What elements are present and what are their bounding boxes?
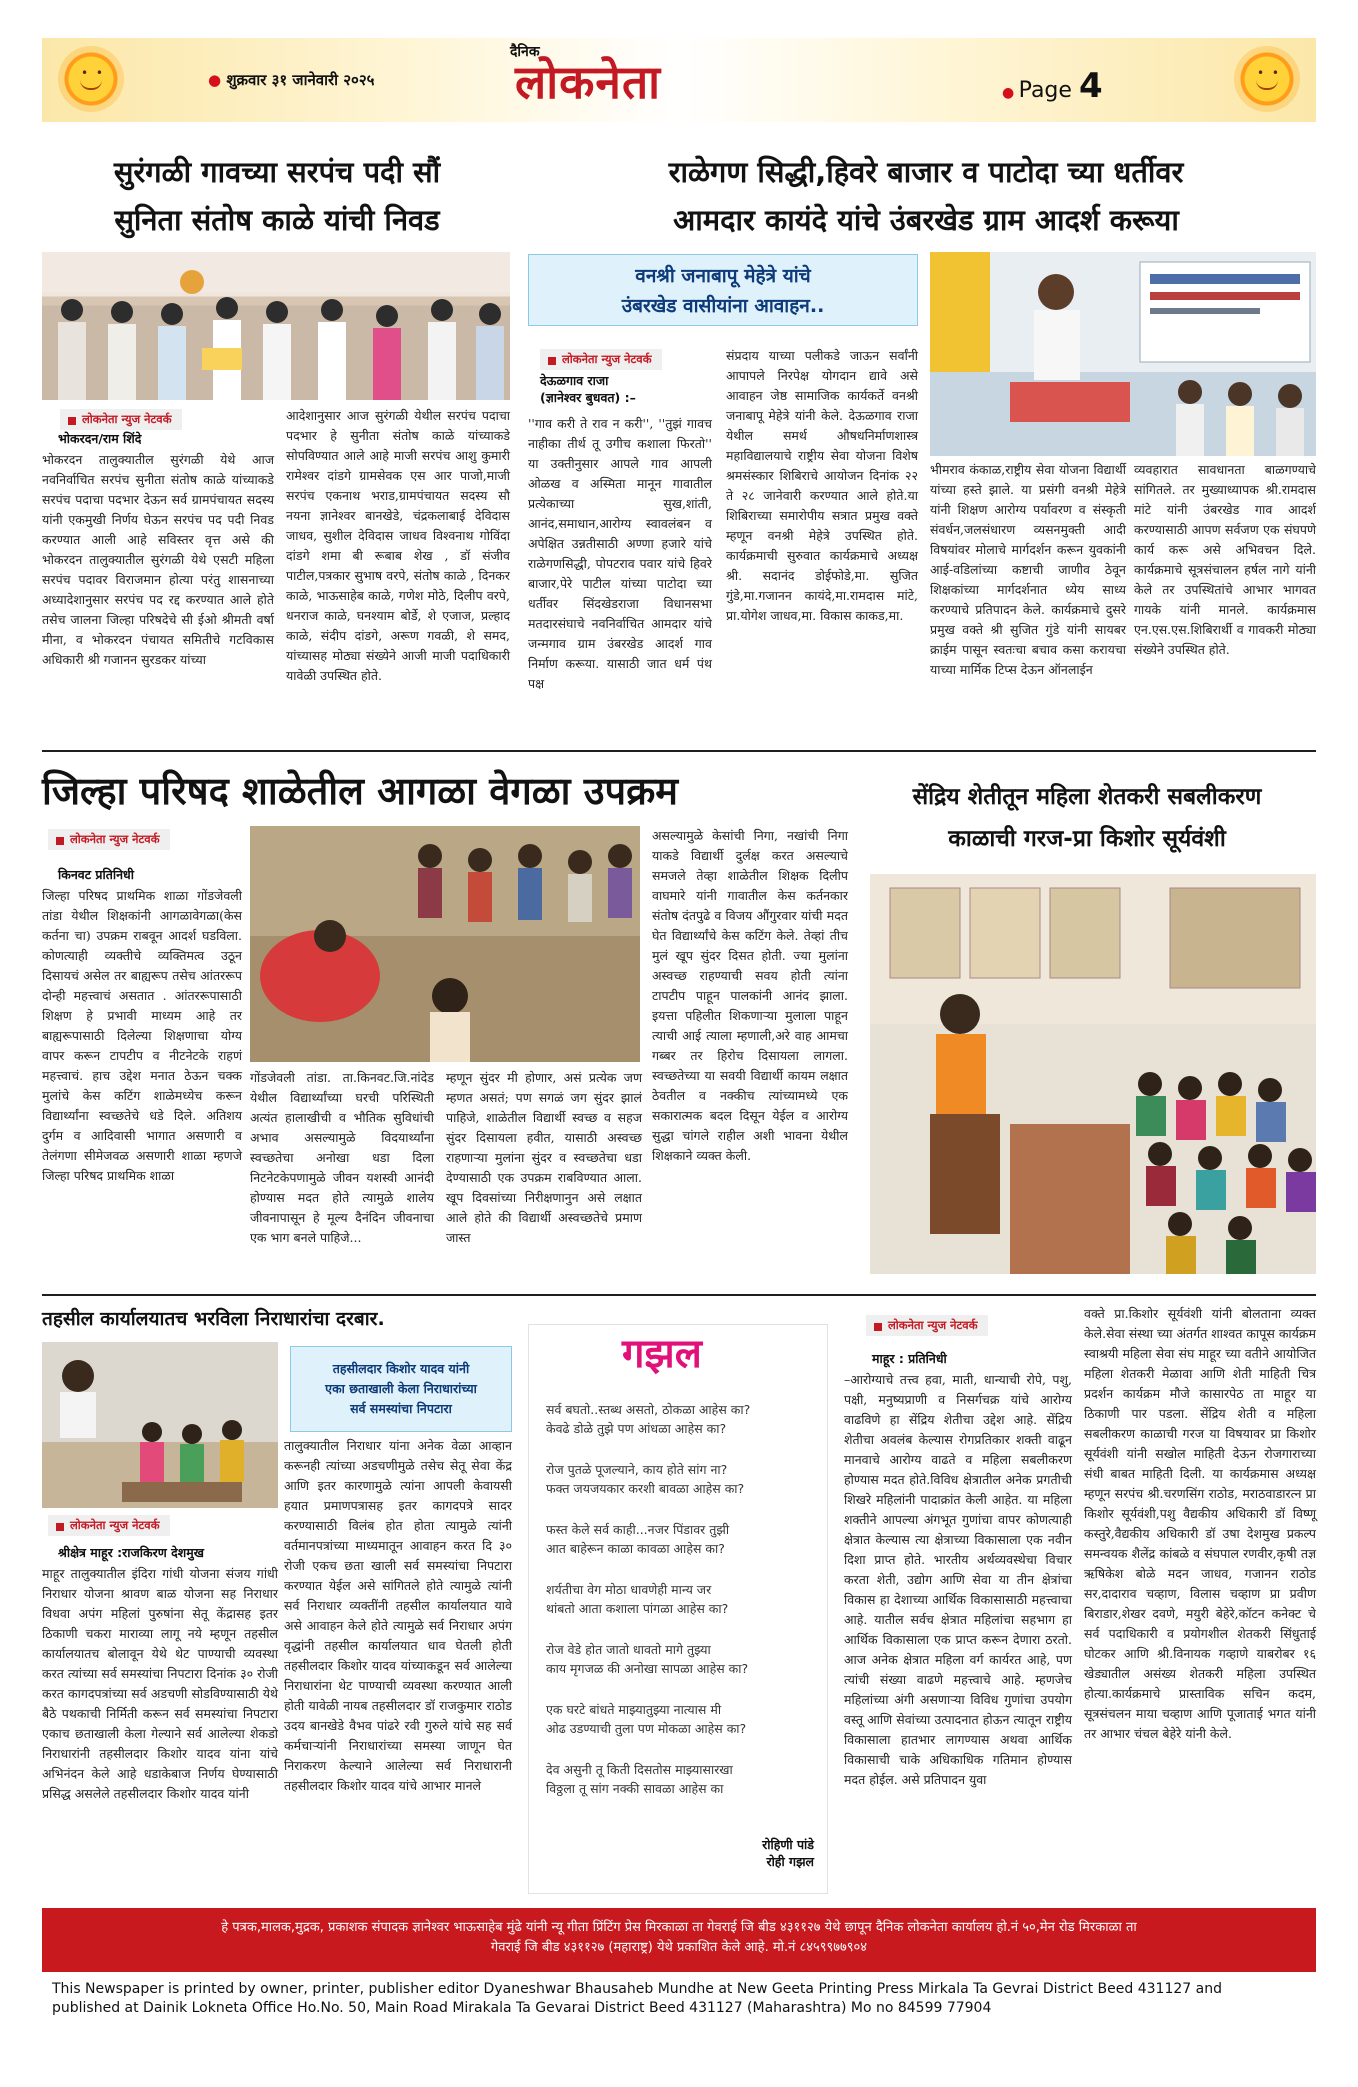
ghazal-author: रोहिणी पांडे रोही गझल — [762, 1837, 814, 1869]
story2-callout: वनश्री जनाबापू मेहेत्रे यांचे उंबरखेड वासीयांना आवाहन.. — [528, 254, 918, 326]
story3-tag: लोकनेता न्युज नेटवर्क — [48, 828, 170, 850]
sun-icon — [58, 46, 124, 112]
story4-column-2: वक्ते प्रा.किशोर सूर्यवंशी यांनी बोलताना व्यक्त केले.सेवा संस्था च्या अंतर्गत शाश्वत कापूस कार्यक्रम स्वाश्रयी महिला सेवा संघ माहूर च्या वतीने आयोजित महिला शेतकरी मेळावा आणि शेती माहिती चित्र प्रदर्शन कार्यक्रम मौजे कासारपेठ ता माहूर या ठिकाणी पार पडला. सेंद्रिय शेती व महिला सबलीकरण काळाची गरज या विषयावर प्रा किशोर सूर्यवंशी यांनी सखोल माहिती देऊन रोजगाराच्या संधी बाबत माहिती दिली. या कार्यक्रमास अध्यक्ष म्हणून सरपंच श्री.चरणसिंग राठोड, मराठवाडारत्न प्रा किशोर सूर्यवंशी,पशु वैद्यकीय अधिकारी डॉ विष्णू कस्तुरे,वैद्यकीय अधिकारी डॉ उषा देशमुख प्रकल्प समन्वयक शैलेंद्र कांबळे व संघपाल रणवीर,कृषी तज्ञ ऋषिकेश बोळे मदन जाधव, गजानन राठोड सर,दादाराव चव्हाण, विलास चव्हाण प्रा प्रवीण बिराडार,शेखर दवणे, मयुरी बेहेरे,कॉटन कनेक्ट चे सर्व पदाधिकारी व प्रयोगशील शेतकरी सिंधुताई घोटकर आणि श्री.विनायक गव्हाणे याबरोबर १६ खेड्यातील असंख्य शेतकरी महिला उपस्थित होत्या.कार्यक्रमाचे प्रास्ताविक सचिन कदम, सूत्रसंचलन माया चव्हाण आणि पूजाताई भगत यांनी तर आभार चंचल बेहेरे यांनी केले. — [1084, 1306, 1316, 1741]
story1-byline: भोकरदन/राम शिंदे — [58, 431, 142, 446]
story3-column-1: जिल्हा परिषद प्राथमिक शाळा गोंडजेवली तांडा येथील शिक्षकांनी आगळावेगळा(केस कर्तना चा) उपक्रम राबवून आदर्श घडविला. कोणत्याही व्यक्तीचे व्यक्तिमत्व उठून दिसायचं असेल तर बाह्यरूप तसेच आंतररूप दोन्ही महत्त्वाचं असतात . आंतररूपासाठी शिक्षण हे प्रभावी माध्यम आहे तर बाह्यरूपासाठी दिलेल्या शिक्षणाचा योग्य वापर करून टापटीप व नीटनेटके राहणं महत्त्वाचं. हाच उद्देश मनात ठेऊन चक्क मुलांचे केस कटिंग शाळेमध्येच करून विद्यार्थ्यांना स्वच्छतेचे धडे दिले. अतिशय दुर्गम व आदिवासी भागात असणारी व तेलंगणा सीमेजवळ असणारी शाळा म्हणजे जिल्हा परिषद प्राथमिक शाळा — [42, 888, 242, 1183]
masthead-dainik: दैनिक — [510, 44, 540, 60]
section-divider — [42, 750, 1316, 752]
story4-column-1: –आरोग्याचे तत्त्व हवा, माती, धान्याची रोपे, पशु, पक्षी, मनुष्यप्राणी व निसर्गचक्र यांचे आरोग्य वाढविणे हा सेंद्रिय शेतीचा उद्देश आहे. सेंद्रिय शेतीचा अवलंब केल्यास रोगप्रतिकार शक्ती वाढून मानवाचे आरोग्य वाढते व महिला सबलीकरण होण्यास मदत होते.विविध क्षेत्रातील अनेक प्रगतीची शिखरे महिलांनी पादाक्रांत केली आहेत. या महिला शक्तीने आपल्या अंगभूत गुणांचा वापर कोणत्याही क्षेत्रात केल्यास त्या क्षेत्राच्या विकासाला एक नवीन दिशा प्राप्त होते. भारतीय अर्थव्यवस्थेचा विचार करता शेती, उद्योग आणि सेवा या तीन क्षेत्रांचा विकास हा देशाच्या आर्थिक विकासासाठी महत्त्वाचा आहे. यातील सर्वच क्षेत्रात महिलांचा सहभाग हा आर्थिक विकासाला एक प्राप्त करून देणारा ठरतो. आज अनेक क्षेत्रात महिला वर्ग कार्यरत आहे, पण त्यांची संख्या वाढणे महत्त्वाचे आहे. म्हणजेच महिलांच्या अंगी असणार्‍या विविध गुणांचा उपयोग वस्तू आणि सेवांच्या उत्पादनात होऊन त्यातून राष्ट्रीय विकासाला हातभार लागण्यास अथवा आर्थिक विकासाची चाके अधिकाधिक गतिमान होण्यास मदत होईल. असे प्रतिपादन युवा — [844, 1372, 1072, 1787]
story5-headline: तहसील कार्यालयातच भरविला निराधारांचा दरबार. — [42, 1308, 385, 1330]
story5-column-2: तालुक्यातील निराधार यांना अनेक वेळा आव्हान करूनही त्यांच्या अडचणीमुळे तसेच सेतू सेवा केंद्र आणि इतर कारणामुळे त्यांना आपली केवायसी हयात प्रमाणपत्रासह इतर कागदपत्रे सादर करण्यासाठी विलंब होत होता त्यामुळे त्यांनी वर्तमानपत्रांच्या माध्यमातून आवाहन करत दि ३० रोजी एकच छता खाली सर्व समस्यांचा निपटारा करण्यात येईल असे सांगितले होते त्यामुळे त्यांनी सर्व निराधार व्यक्तींनी तहसील कार्यालयात यावे असे आवाहन केले होते त्यामुळे सर्व निराधार अपंग वृद्धांनी तहसील कार्यालयात धाव घेतली होती तहसीलदार किशोर यादव यांच्याकडून सर्व आलेल्या निराधारांना थेट पाण्याची व्यवस्था करण्यात आली होती यावेळी नायब तहसीलदार डॉ राजकुमार राठोड उदय बानखेडे वैभव पांढरे रवी गुरुले यांचे सह सर्व कर्मचाऱ्यांनी निराधारांच्या समस्या जाणून घेत निराकरण केल्याने आलेल्या सर्व निराधारानी तहसीलदार किशोर यादव यांचे आभार मानले — [284, 1438, 512, 1793]
story2-column-2: संप्रदाय याच्या पलीकडे जाऊन सर्वांनी आपापले निरपेक्ष योगदान द्यावे असे आवाहन जेष्ठ सामाजिक कार्यकर्ते वनश्री जनाबापू मेहेत्रे यांनी केले. देऊळगाव राजा येथील समर्थ औषधनिर्माणशास्त्र महाविद्यालयाचे राष्ट्रीय सेवा योजना विशेष श्रमसंस्कार शिबिराचे आयोजन दिनांक २२ ते २८ जानेवारी करण्यात आले होते.या शिबिराच्या समारोपीय सत्रात प्रमुख वक्ते म्हणून वनश्री मेहेत्रे उपस्थित होते. कार्यक्रमाची सुरुवात कार्यक्रमाचे अध्यक्ष श्री. सदानंद डोईफोडे,मा. सुजित गुंडे,मा.गजानन कायंदे,मा.रामदास मांटे, प्रा.योगेश जाधव,मा. विकास काकड,मा. — [726, 348, 918, 623]
story2-byline: देऊळगाव राजा (ज्ञानेश्वर बुधवत) :– — [540, 373, 636, 405]
story5-byline: श्रीक्षेत्र माहूर :राजकिरण देशमुख — [58, 1545, 204, 1560]
story3-column-2: गोंडजेवली तांडा. ता.किनवट.जि.नांदेड येथील विद्यार्थ्यांच्या घरची परिस्थिती अत्यंत हालाखीची व भौतिक सुविधांची अभाव असल्यामुळे विदयार्थ्यांना स्वच्छतेचा अनोखा धडा दिला निटनेटकेपणामुळे जीवन यशस्वी आनंदी होण्यास मदत होते त्यामुळे शालेय जीवनापासून हे मूल्य दैनंदिन जीवनाचा एक भाग बनले पाहिजे... — [250, 1070, 434, 1245]
ghazal-line: केवढे डोळे तुझे पण आंधळा आहेस का? — [546, 1421, 727, 1436]
story1-column-1: भोकरदन तालुक्यातील सुरंगळी येथे आज नवनिर्वाचित सरपंच सुनीता संतोष काळे यांच्याकडे सरपंच पदाचा पदभार देऊन सर्व ग्रामपंचायत सदस्य यांनी एकमुखी निर्णय घेऊन सरपंच पद पदी निवड करण्यात आली आहे सविस्तर वृत्त असे की भोकरदन तालुक्यातील सुरंगळी येथे एसटी महिला सरपंच पदावर विराजमान होत्या परंतु शासनाच्या अध्यादेशानुसार सरपंच पद रद्द करण्यात आले होते तसेच जालना जिल्हा परिषदेचे सी ईओ श्रीमती वर्षा मीना, व भोकरदन पंचायत समितीचे गटविकास अधिकारी श्री गजानन सुरडकर यांच्या — [42, 452, 274, 667]
group-photo-illustration — [42, 252, 510, 400]
story3-photo — [250, 826, 640, 1062]
story2-column-3: भीमराव कंकाळ,राष्ट्रीय सेवा योजना विद्यार्थी यांच्या हस्ते झाले. या प्रसंगी वनश्री मेहेत्रे यांनी शिक्षण आरोग्य पर्यावरण व संस्कृती संवर्धन,जलसंधारण व्यसनमुक्ती आदी विषयांवर मोलाचे मार्गदर्शन करून युवकांनी आई-वडिलांच्या कष्टाची जाणीव ठेवून शिक्षकांच्या मार्गदर्शनात ध्येय साध्य करण्याचे प्रतिपादन केले. कार्यक्रमाचे दुसरे प्रमुख वक्ते श्री सुजित गुंडे यांनी सायबर क्राईम पासून स्वतःचा बचाव कसा करायचा याच्या मार्मिक टिप्स देऊन ऑनलाईन — [930, 462, 1126, 677]
sun-icon — [1234, 46, 1300, 112]
story5-tag: लोकनेता न्युज नेटवर्क — [48, 1514, 170, 1536]
haircut-photo-illustration — [250, 826, 640, 1062]
story5-callout: तहसीलदार किशोर यादव यांनी एका छताखाली केला निराधारांच्या सर्व समस्यांचा निपटारा — [290, 1346, 512, 1432]
ghazal-line: आत बाहेरून काळा कावळा आहेस का? — [546, 1541, 725, 1556]
story2-column-1: ''गाव करी ते राव न करी'', ''तुझं गावच नाहीका तीर्थ तू उगीच कशाला फिरतो'' या उक्तीनुसार आपले गाव आपली ओळख व अस्मिता मानून गावातील प्रत्येकाच्या सुख,शांती, आनंद,समाधान,आरोग्य स्वावलंबन व अपेक्षित उन्नतीसाठी अण्णा हजारे यांचे राळेगणसिद्धी, पोपटराव पवार यांचे हिवरे बाजार,पेरे पाटील यांच्या पाटोदा च्या धर्तीवर सिंदखेडराजा विधानसभा मतदारसंघाचे नवनिर्वाचित आमदार यांचे जन्मगाव ग्राम उंबरखेड आदर्श गाव निर्माण करूया. यासाठी जात धर्म पंथ पक्ष — [528, 416, 712, 691]
story4-headline: सेंद्रिय शेतीतून महिला शेतकरी सबलीकरण काळाची गरज-प्रा किशोर सूर्यवंशी — [912, 784, 1262, 852]
story5-column-1: माहूर तालुक्यातील इंदिरा गांधी योजना संजय गांधी निराधार योजना श्रावण बाळ योजना सह निराधार विधवा अपंग महिलां पुरुषांना सेतू केंद्रासह इतर ठिकाणी चकरा माराव्या लागू नये म्हणून तहसील कार्यालयातच बोलावून येथे थेट पाण्याची व्यवस्था करत त्यांच्या सर्व समस्यांचा निपटारा दिनांक ३० रोजी करत कागदपत्रांच्या सर्व अडचणी सोडविण्यासाठी येथे बैठे पथकाची निर्मिती करून सर्व समस्यांचा निपटारा एकाच छताखाली केला गेल्याने सर्व आलेल्या शेकडो निराधारांनी तहसीलदार किशोर यादव यांना यांचे अभिनंदन केले आहे धडाकेबाज निर्णय घेण्यासाठी प्रसिद्ध असलेले तहसीलदार किशोर यादव यांनी — [42, 1566, 278, 1801]
ghazal-line: थांबतो आता कशाला पांगळा आहेस का? — [546, 1601, 729, 1616]
ghazal-line: ओढ उडण्याची तुला पण मोकळा आहेस का? — [546, 1721, 747, 1736]
story2-photo — [930, 252, 1316, 456]
meeting-photo-illustration — [870, 874, 1316, 1274]
story2-tag: लोकनेता न्युज नेटवर्क — [540, 348, 662, 370]
story1-tag: लोकनेता न्युज नेटवर्क — [60, 408, 182, 430]
story3-column-4: असल्यामुळे केसांची निगा, नखांची निगा याकडे विद्यार्थी दुर्लक्ष करत असल्याचे समजले तेव्हा शाळेतील शिक्षक दिलीप वाघमारे यांनी गावातील केस कर्तनकार संतोष दंतपुढे व विजय औंगुरवार यांची मदत घेत विद्यार्थ्यांचे केस कटिंग केले. तेव्हां तीच मुलं खूप सुंदर दिसत होती. ज्या मुलांना अस्वच्छ राहण्याची सवय होती त्यांना टापटीप पाहून पालकांनी आनंद झाला. इयत्ता पहिलीत शिकणाऱ्या मुलाला पाहून त्याची आई त्याला म्हणाली,अरे वाह आमचा गब्बर तर हिरोच दिसायला लागला. स्वच्छतेच्या या सवयी विद्यार्थी कायम लक्षात ठेवतील व नक्कीच त्यांच्यामध्ये एक सकारात्मक बदल दिसून येईल व आरोग्य सुद्धा चांगले राहील अशी भावना येथील शिक्षकाने व्यक्त केली. — [652, 828, 848, 1163]
story4-byline: माहूर : प्रतिनिधी — [872, 1351, 947, 1366]
issue-date: ● शुक्रवार ३१ जानेवारी २०२५ — [208, 71, 375, 89]
story4-photo — [870, 874, 1316, 1274]
ghazal-line: विठ्ठला तू सांग नक्की सावळा आहेस का — [546, 1781, 724, 1796]
story2-column-4: व्यवहारात सावधानता बाळगण्याचे सांगितले. तर मुख्याध्यापक श्री.रामदास मांटे यांनी उंबरखेड गाव आदर्श करण्यासाठी आपण सर्वजण एक संघपणे कार्य करू असे अभिवचन दिले. कार्यक्रमाचे सूत्रसंचालन हर्षल नागे यांनी केले तर उपस्थितांचे आभार भागवत गायके यांनी मानले. कार्यक्रमास एन.एस.एस.शिबिरार्थी व गावकरी मोठ्या संख्येने उपस्थित होते. — [1134, 462, 1316, 657]
ghazal-line: रोज पुतळे पूजल्याने, काय होते सांग ना? — [546, 1462, 728, 1477]
speaker-photo-illustration — [930, 252, 1316, 456]
ghazal-line: रोज वेडे होत जातो धावतो मागे तुझ्या — [546, 1642, 711, 1657]
story4-tag: लोकनेता न्युज नेटवर्क — [866, 1314, 988, 1336]
ghazal-line: एक घरटे बांधते माझ्यातुझ्या नात्यास मी — [546, 1702, 722, 1717]
ghazal-line: काय मृगजळ की अनोखा सापळा आहेस का? — [546, 1661, 749, 1676]
story1-photo — [42, 252, 510, 400]
story1-headline: सुरंगळी गावच्या सरपंच पदी सौं सुनिता संतोष काळे यांची निवड — [113, 155, 441, 237]
ghazal-line: देव असुनी तू किती दिसतोस माझ्यासारखा — [546, 1762, 733, 1777]
ghazal-line: फस्त केले सर्व काही...नजर पिंडावर तुझी — [546, 1522, 730, 1537]
imprint-english: This Newspaper is printed by owner, printer, publisher editor Dyaneshwar Bhausaheb Mundhe at New Geeta Printing Press Mirkala Ta Gevrai District Beed 431127 and published at Dainik Lokneta Office Ho.No. 50, Main Road Mirakala Ta Gevarai District Beed 431127 (Maharashtra) Mo no 84599 77904 — [52, 1981, 1222, 2016]
story3-byline: किनवट प्रतिनिधी — [58, 867, 134, 882]
story3-headline: जिल्हा परिषद शाळेतील आगळा वेगळा उपक्रम — [42, 769, 679, 813]
story2-headline: राळेगण सिद्धी,हिवरे बाजार व पाटोदा च्या धर्तीवर आमदार कायंदे यांचे उंबरखेड ग्राम आदर्श करूया — [668, 155, 1184, 237]
ghazal-line: फक्त जयजयकार करशी बावळा आहेस का? — [546, 1481, 745, 1496]
office-photo-illustration — [42, 1342, 278, 1508]
section-divider — [42, 1294, 1316, 1296]
story5-photo — [42, 1342, 278, 1508]
ghazal-line: सर्व बघतो..स्तब्ध असतो, ठोकळा आहेस का? — [546, 1402, 751, 1417]
imprint-marathi: हे पत्रक,मालक,मुद्रक, प्रकाशक संपादक ज्ञानेश्वर भाऊसाहेब मुंढे यांनी न्यू गीता प्रिंटिंग प्रेस मिरकाळा ता गेवराई जि बीड ४३११२७ येथे छापून दैनिक लोकनेता कार्यालय हो.नं ५०,मेन रोड मिरकाळा ता गेवराई जि बीड ४३११२७ (महाराष्ट्र) येथे प्रकाशित केले आहे. मो.नं ८४५९९७७९०४ — [42, 1908, 1316, 1972]
ghazal-line: शर्यतीचा वेग मोठा धावणेही मान्य जर — [546, 1582, 712, 1597]
masthead-title: लोकनेता — [515, 55, 662, 109]
ghazal-title: गझल — [622, 1331, 702, 1377]
story3-column-3: म्हणून सुंदर मी होणार, असं प्रत्येक जण म्हणत असतं; पण सगळं जग सुंदर झालं पाहिजे, शाळेतील विद्यार्थी स्वच्छ व सहज सुंदर दिसायला हवीत, यासाठी अस्वच्छ राहणाऱ्या मुलांना सुंदर व स्वच्छतेचा धडा देण्यासाठी एक उपक्रम राबविण्यात आला. खूप दिवसांच्या निरीक्षणानुन असे लक्षात आले होते की विद्यार्थी अस्वच्छतेचे प्रमाण जास्त — [446, 1070, 642, 1245]
page-label: ● Page 4 — [1002, 66, 1103, 106]
ghazal-lines — [546, 1400, 836, 1798]
story1-column-2: आदेशानुसार आज सुरंगळी येथील सरपंच पदाचा पदभार हे सुनीता संतोष काळे यांच्याकडे सोपविण्यात आले आहे माजी सरपंच आशु कुमारी रामेश्वर दांडगे ग्रामसेवक एस आर पाजो,माजी सरपंच एकनाथ भराड,ग्रामपंचायत सदस्य सौ नयना ज्ञानेश्वर बानखेडे, चंद्रकलाबाई देविदास जाधव, सुशील देविदास जाधव विश्वनाथ गोविंदा दांडगे शमा बी रूबाब शेख , डॉ संजीव पाटील,पत्रकार सुभाष वरपे, संतोष काळे , दिनकर काळे, भाऊसाहेब काळे, गणेश मोठे, दिलीप वरपे, धनराज काळे, घनश्याम बोर्डे, शे एजाज, प्रल्हाद काळे, संदीप दांडगे, अरूण गवळी, शे समद, यांच्यासह मोठ्या संख्येने आजी माजी पदाधिकारी यावेळी उपस्थित होते. — [286, 408, 510, 683]
